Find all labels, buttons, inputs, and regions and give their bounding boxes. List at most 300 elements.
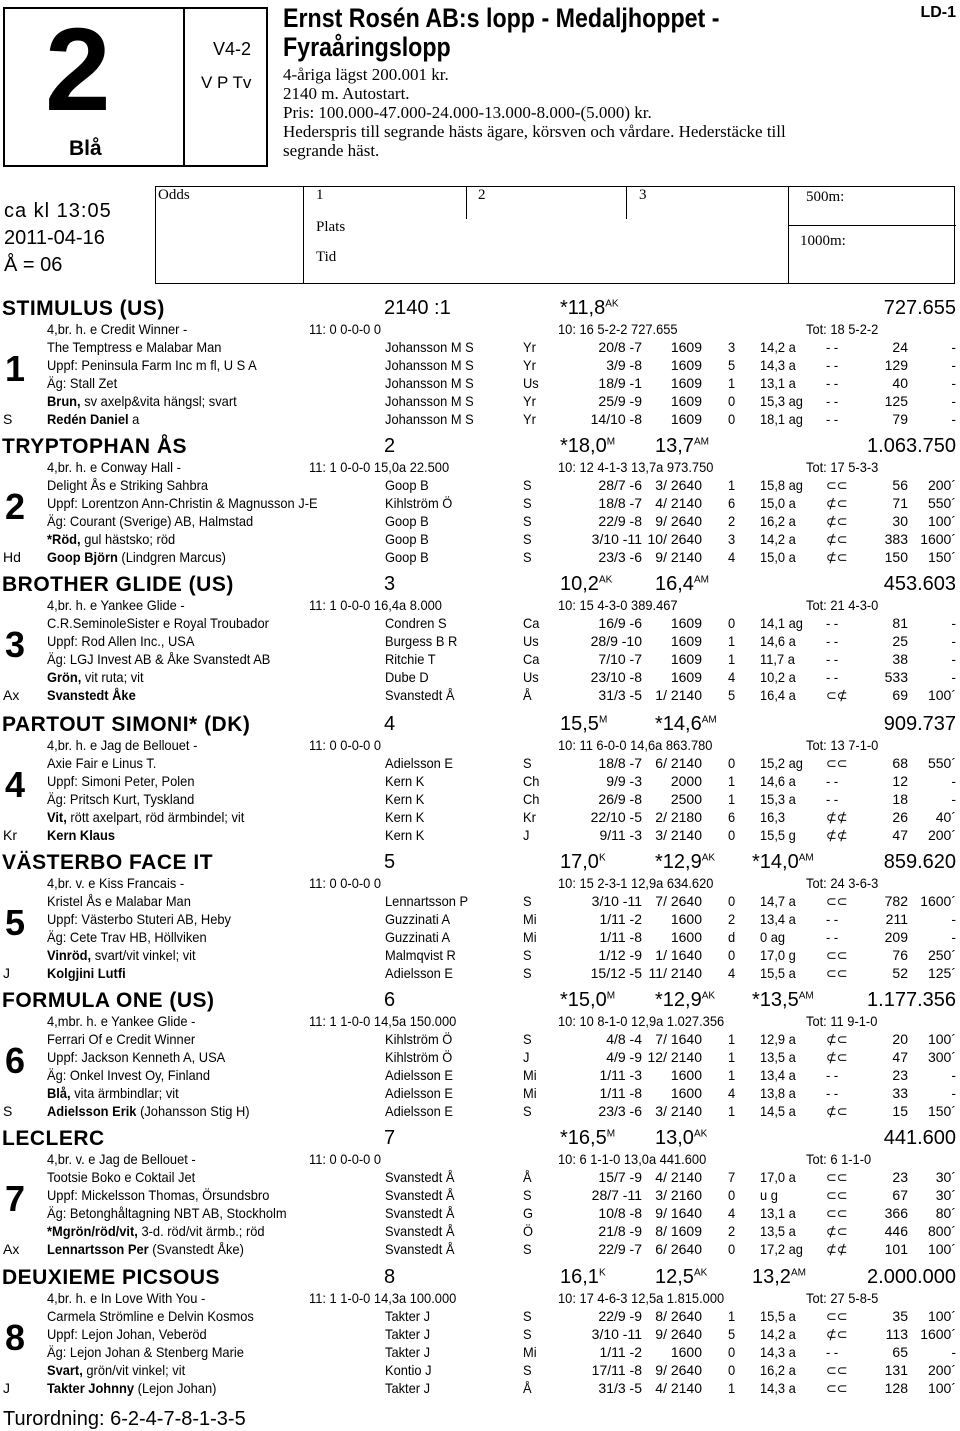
horse-name: STIMULUS (US)	[2, 297, 165, 320]
race-prize: 40´	[935, 809, 956, 825]
race-time: u g	[760, 1187, 778, 1203]
stat-2010: 10: 15 2-3-1 12,9a 634.620	[558, 875, 714, 891]
bold-text: *Mgrön/röd/vit,	[47, 1223, 138, 1239]
horse-name: FORMULA ONE (US)	[2, 989, 215, 1012]
stat-total: Tot: 11 9-1-0	[806, 1013, 878, 1029]
race-odds: 131	[884, 1362, 908, 1378]
line-text: (Lejon Johan)	[134, 1380, 217, 1396]
pedigree-line	[47, 827, 115, 843]
race-odds: 12	[892, 773, 908, 789]
pedigree-line	[47, 393, 237, 409]
record-type: M	[606, 990, 616, 1002]
race-shoes: - -	[826, 615, 839, 631]
odds-box-divider	[788, 187, 789, 283]
line-text: The Temptress e Malabar Man	[47, 339, 222, 355]
line-text: Uppf: Lorentzon Ann-Christin & Magnusson J-E	[47, 495, 318, 511]
race-date: 15/12 -5	[590, 965, 642, 981]
race-track: Yr	[523, 357, 536, 373]
record-type: K	[598, 1267, 606, 1279]
horse-info: 4,br. v. e Kiss Francais -	[47, 875, 185, 891]
line-text: Uppf: Jackson Kenneth A, USA	[47, 1049, 226, 1065]
stat-total: Tot: 18 5-2-2	[806, 321, 879, 337]
race-date: 10/8 -8	[598, 1205, 642, 1221]
race-time: 17,0 g	[760, 947, 796, 963]
race-distance: 8/ 2640	[655, 1308, 702, 1324]
record-time	[560, 297, 619, 320]
race-shoes: ⊄⊂	[826, 1103, 848, 1119]
horse-info: 4,mbr. h. e Yankee Glide -	[47, 1013, 196, 1029]
race-time: 15,2 ag	[760, 755, 803, 771]
line-text: vit ruta; vit	[81, 669, 144, 685]
line-text: (Svanstedt Åke)	[148, 1241, 244, 1257]
line-text: vita ärmbindlar; vit	[70, 1085, 179, 1101]
line-text: grön/vit vinkel; vit	[82, 1362, 186, 1378]
condition-line: 2140 m. Autostart.	[283, 84, 410, 103]
race-driver: Svanstedt Å	[385, 1187, 455, 1203]
race-place: 0	[728, 947, 736, 963]
stat-2010: 10: 17 4-6-3 12,5a 1.815.000	[558, 1290, 725, 1306]
race-time: 14,3 a	[760, 357, 796, 373]
race-date: 22/9 -9	[598, 1308, 642, 1324]
distance-track: 8	[384, 1266, 396, 1288]
race-time: 14,6 a	[760, 773, 796, 789]
record-time	[752, 1266, 806, 1289]
start-number: 6	[5, 1040, 26, 1081]
record-value: *13,5	[752, 989, 799, 1011]
pedigree-line	[47, 929, 207, 945]
pedigree-line	[47, 1308, 254, 1324]
race-shoes: ⊂⊂	[826, 1187, 848, 1203]
race-distance: 2000	[670, 773, 702, 789]
horse-info: 4,br. h. e In Love With You -	[47, 1290, 206, 1306]
record-type: AM	[798, 990, 814, 1002]
record-value: 13,0	[655, 1127, 694, 1149]
race-shoes: ⊄⊂	[826, 513, 848, 529]
race-driver: Kern K	[385, 773, 425, 789]
bold-text: Takter Johnny	[47, 1380, 135, 1396]
race-distance: 3/ 2160	[655, 1187, 702, 1203]
race-distance: 11/ 2140	[648, 965, 702, 981]
race-track: S	[523, 549, 532, 565]
race-time: 13,5 a	[760, 1223, 796, 1239]
race-time: 14,5 a	[760, 1103, 796, 1119]
race-time: 16,2 a	[760, 513, 796, 529]
race-odds: 79	[892, 411, 908, 427]
pedigree-line	[47, 633, 194, 649]
race-track: J	[523, 1049, 530, 1065]
race-track: S	[523, 1241, 532, 1257]
race-odds: 24	[892, 339, 908, 355]
race-date: 3/10 -11	[591, 893, 642, 909]
race-shoes: ⊂⊂	[826, 1380, 848, 1396]
record-value: *11,8	[560, 297, 606, 319]
race-shoes: - -	[826, 1344, 839, 1360]
race-track: S	[523, 477, 532, 493]
race-track: Mi	[523, 1344, 537, 1360]
race-place: 0	[728, 411, 736, 427]
driver-category: Kr	[3, 827, 17, 843]
race-date: 1/11 -3	[599, 1067, 642, 1083]
race-date: 9/11 -3	[599, 827, 642, 843]
start-number: 4	[5, 764, 26, 805]
race-prize: 100´	[927, 1031, 956, 1047]
race-distance: 1600	[670, 1067, 702, 1083]
line-text: Äg: LGJ Invest AB & Åke Svanstedt AB	[47, 651, 271, 667]
race-place: 0	[728, 1187, 736, 1203]
race-place: 4	[728, 549, 736, 565]
race-date: 17/11 -8	[591, 1362, 642, 1378]
race-shoes: ⊂⊂	[826, 1362, 848, 1378]
race-prize: -	[951, 1344, 956, 1360]
race-place: 0	[728, 755, 736, 771]
race-track: Å	[523, 687, 532, 703]
race-track: Å	[523, 1169, 532, 1185]
race-driver: Johansson M S	[385, 411, 474, 427]
race-time: 14,2 a	[760, 1326, 796, 1342]
race-track: Mi	[523, 1085, 537, 1101]
race-prize: 150´	[927, 1103, 956, 1119]
race-date: 3/9 -8	[606, 357, 642, 373]
race-time: 13,4 a	[760, 911, 796, 927]
stat-2011: 11: 1 0-0-0 16,4a 8.000	[309, 597, 442, 613]
race-place: 1	[728, 791, 736, 807]
race-time: 17,2 ag	[760, 1241, 803, 1257]
pedigree-line	[47, 893, 191, 909]
race-date: 20/8 -7	[598, 339, 642, 355]
race-place: 1	[728, 477, 736, 493]
race-track: S	[523, 495, 532, 511]
plats-label: Plats	[316, 219, 346, 235]
race-track: S	[523, 513, 532, 529]
race-odds: 52	[892, 965, 908, 981]
bet-types-secondary: V P Tv	[201, 73, 252, 92]
race-distance: 4/ 2140	[655, 1169, 702, 1185]
race-shoes: ⊄⊄	[826, 827, 848, 843]
record-type: AM	[790, 1267, 806, 1279]
race-shoes: ⊄⊂	[826, 495, 848, 511]
bold-text: Svanstedt Åke	[47, 687, 136, 703]
pedigree-line	[47, 1103, 250, 1119]
record-type: M	[606, 1128, 616, 1140]
race-odds: 65	[892, 1344, 908, 1360]
race-track: S	[523, 947, 532, 963]
race-track: Ch	[523, 791, 540, 807]
race-prize: -	[951, 393, 956, 409]
race-place: 1	[728, 651, 736, 667]
race-driver: Svanstedt Å	[385, 1205, 455, 1221]
race-driver: Dube D	[385, 669, 429, 685]
race-place: 6	[728, 495, 736, 511]
race-driver: Johansson M S	[385, 393, 474, 409]
race-date: 23/3 -6	[598, 1103, 642, 1119]
record-time	[655, 713, 717, 736]
race-odds: 533	[884, 669, 908, 685]
odds-box	[155, 186, 955, 284]
race-date: 18/8 -7	[598, 495, 642, 511]
race-odds: 30	[892, 513, 908, 529]
race-distance: 1/ 2140	[655, 687, 702, 703]
race-odds: 71	[892, 495, 908, 511]
race-driver: Takter J	[385, 1308, 431, 1324]
race-prize: -	[951, 339, 956, 355]
record-time	[655, 573, 709, 596]
race-distance: 1600	[670, 1344, 702, 1360]
record-time	[560, 1127, 615, 1150]
pedigree-line	[47, 1241, 244, 1257]
race-place: 4	[728, 1085, 736, 1101]
race-driver: Johansson M S	[385, 375, 474, 391]
race-driver: Lennartsson P	[385, 893, 469, 909]
race-track: S	[523, 965, 532, 981]
race-place: 1	[728, 773, 736, 789]
race-odds: 128	[884, 1380, 908, 1396]
record-value: 16,1	[560, 1266, 599, 1288]
race-time: 13,1 a	[760, 375, 796, 391]
record-type: AK	[693, 1267, 708, 1279]
race-place: 1	[728, 1049, 736, 1065]
race-distance: 1609	[670, 357, 702, 373]
line-text: Axie Fair e Linus T.	[47, 755, 157, 771]
stat-2011: 11: 0 0-0-0 0	[309, 321, 382, 337]
race-time: 14,2 a	[760, 531, 796, 547]
race-driver: Adielsson E	[385, 1085, 454, 1101]
1000m-label: 1000m:	[800, 233, 846, 249]
race-track: Mi	[523, 929, 537, 945]
line-text: Carmela Strömline e Delvin Kosmos	[47, 1308, 254, 1324]
line-text: Delight Ås e Striking Sahbra	[47, 477, 209, 493]
record-type: K	[598, 852, 606, 864]
condition-line: segrande häst.	[283, 141, 380, 160]
race-odds: 40	[892, 375, 908, 391]
odds-label: Odds	[158, 187, 190, 203]
race-place: 1	[728, 1380, 736, 1396]
race-prize: 80´	[935, 1205, 956, 1221]
pedigree-line	[47, 755, 156, 771]
record-type: AM	[693, 436, 709, 448]
race-time: 15,8 ag	[760, 477, 803, 493]
race-shoes: - -	[826, 375, 839, 391]
race-time: 14,6 a	[760, 633, 796, 649]
race-driver: Adielsson E	[385, 1103, 454, 1119]
stat-2010: 10: 11 6-0-0 14,6a 863.780	[558, 737, 713, 753]
race-time: 0 ag	[760, 929, 786, 945]
total-earnings: 727.655	[883, 297, 956, 319]
race-track: Mi	[523, 1067, 537, 1083]
race-date: 18/8 -7	[598, 755, 642, 771]
race-time: 18,1 ag	[760, 411, 803, 427]
pedigree-line	[47, 947, 196, 963]
race-prize: 250´	[927, 947, 956, 963]
race-prize: -	[951, 615, 956, 631]
race-driver: Guzzinati A	[385, 929, 451, 945]
record-value: *16,5	[560, 1127, 607, 1149]
race-date: 16/9 -6	[598, 615, 642, 631]
condition-line: 4-åriga lägst 200.001 kr.	[283, 65, 449, 84]
race-time: 14,3 a	[760, 1380, 796, 1396]
total-earnings: 441.600	[883, 1127, 956, 1149]
race-track: S	[523, 1362, 532, 1378]
race-shoes: - -	[826, 411, 839, 427]
line-text: Äg: Onkel Invest Oy, Finland	[47, 1067, 210, 1083]
pedigree-line	[47, 809, 244, 825]
race-driver: Johansson M S	[385, 357, 474, 373]
race-date: 23/10 -8	[590, 669, 642, 685]
race-driver: Svanstedt Å	[385, 1169, 455, 1185]
race-time: 14,2 a	[760, 339, 796, 355]
race-track: S	[523, 1326, 532, 1342]
race-distance: 1609	[670, 651, 702, 667]
race-odds: 383	[884, 531, 908, 547]
500m-label: 500m:	[806, 189, 845, 205]
pedigree-line	[47, 495, 318, 511]
odds-box-divider	[466, 187, 467, 219]
pedigree-line	[47, 911, 231, 927]
record-time	[655, 1266, 707, 1289]
race-odds: 35	[892, 1308, 908, 1324]
race-date: 14/10 -8	[590, 411, 642, 427]
pedigree-line	[47, 1031, 195, 1047]
line-text: (Johansson Stig H)	[136, 1103, 250, 1119]
race-shoes: - -	[826, 357, 839, 373]
race-distance: 3/ 2640	[655, 477, 702, 493]
race-distance: 1/ 1640	[655, 947, 702, 963]
race-track: Mi	[523, 911, 537, 927]
record-value: *15,0	[560, 989, 607, 1011]
start-number: 3	[5, 624, 26, 665]
race-track: Ch	[523, 773, 540, 789]
race-shoes: ⊄⊂	[826, 1326, 848, 1342]
race-distance: 6/ 2140	[655, 755, 702, 771]
distance-track: 2140 :1	[384, 297, 451, 319]
line-text: Uppf: Mickelsson Thomas, Örsundsbro	[47, 1187, 270, 1203]
race-odds: 446	[884, 1223, 908, 1239]
race-odds: 150	[884, 549, 908, 565]
race-distance: 1609	[670, 669, 702, 685]
stat-2011: 11: 1 1-0-0 14,5a 150.000	[309, 1013, 457, 1029]
driver-category: S	[3, 1103, 13, 1119]
race-place: d	[728, 929, 736, 945]
race-time: 17,0 a	[760, 1169, 796, 1185]
pedigree-line	[47, 1067, 210, 1083]
race-track: S	[523, 1031, 532, 1047]
race-driver: Burgess B R	[385, 633, 458, 649]
race-date: 1/12 -9	[598, 947, 642, 963]
line-text: Äg: Betonghåltagning NBT AB, Stockholm	[47, 1205, 287, 1221]
line-text: Uppf: Rod Allen Inc., USA	[47, 633, 195, 649]
record-value: *18,0	[560, 435, 607, 457]
race-date: 1/11 -8	[599, 1085, 642, 1101]
race-shoes: ⊂⊂	[826, 965, 848, 981]
race-prize: 550´	[927, 755, 956, 771]
race-track: Ca	[523, 615, 540, 631]
race-prize: -	[951, 375, 956, 391]
race-date: 18/9 -1	[598, 375, 642, 391]
race-driver: Kern K	[385, 791, 425, 807]
horse-info: 4,br. h. e Yankee Glide -	[47, 597, 185, 613]
race-odds: 47	[892, 1049, 908, 1065]
race-track: Us	[523, 669, 539, 685]
race-distance: 1609	[670, 633, 702, 649]
distance-track: 5	[384, 851, 396, 873]
track-code: Å = 06	[4, 254, 63, 276]
race-odds: 101	[884, 1241, 908, 1257]
race-driver: Ritchie T	[385, 651, 436, 667]
race-prize: 100´	[927, 1380, 956, 1396]
odds-col1: 1	[316, 187, 324, 203]
race-shoes: ⊂⊂	[826, 893, 848, 909]
bold-text: Svart,	[47, 1362, 83, 1378]
race-date: 28/7 -11	[591, 1187, 642, 1203]
race-place: 1	[728, 633, 736, 649]
record-time	[560, 989, 615, 1012]
pedigree-line	[47, 1049, 225, 1065]
pedigree-line	[47, 531, 175, 547]
race-track: S	[523, 1103, 532, 1119]
race-place: 4	[728, 669, 736, 685]
race-shoes: - -	[826, 791, 839, 807]
race-time: 15,0 a	[760, 549, 796, 565]
race-place: 1	[728, 1308, 736, 1324]
record-type: M	[598, 714, 608, 726]
record-time	[560, 851, 606, 874]
race-shoes: ⊂⊂	[826, 1308, 848, 1324]
record-value: *14,6	[655, 713, 702, 735]
race-odds: 23	[892, 1067, 908, 1083]
line-text: Tootsie Boko e Coktail Jet	[47, 1169, 196, 1185]
race-place: 0	[728, 1362, 736, 1378]
pedigree-line	[47, 339, 221, 355]
pedigree-line	[47, 669, 144, 685]
record-time	[560, 713, 607, 736]
condition-line: Hederspris till segrande hästs ägare, körsven och vårdare. Hederstäcke till	[283, 122, 786, 141]
record-time	[752, 989, 814, 1012]
race-shoes: - -	[826, 929, 839, 945]
race-title-line2: Fyraåringslopp	[283, 32, 451, 62]
horse-info: 4,br. h. e Jag de Bellouet -	[47, 737, 198, 753]
race-place: 1	[728, 1103, 736, 1119]
race-time: 13,5 a	[760, 1049, 796, 1065]
race-distance: 9/ 2640	[655, 513, 702, 529]
total-earnings: 2.000.000	[867, 1266, 956, 1288]
record-value: *14,0	[752, 851, 799, 873]
race-date: 1/11 -2	[599, 1344, 642, 1360]
line-text: svart/vit vinkel; vit	[91, 947, 196, 963]
total-earnings: 1.177.356	[867, 989, 956, 1011]
race-driver: Takter J	[385, 1326, 431, 1342]
pedigree-line	[47, 1205, 287, 1221]
race-odds: 23	[892, 1169, 908, 1185]
race-track: Us	[523, 375, 539, 391]
pedigree-line	[47, 965, 126, 981]
line-text: Uppf: Peninsula Farm Inc m fl, U S A	[47, 357, 257, 373]
race-date: 22/10 -5	[590, 809, 642, 825]
race-time: 13,1 a	[760, 1205, 796, 1221]
race-distance: 1600	[670, 1085, 702, 1101]
start-number: 7	[5, 1178, 26, 1219]
stat-2011: 11: 1 0-0-0 15,0a 22.500	[309, 459, 450, 475]
race-time: 14,7 a	[760, 893, 796, 909]
race-distance: 1609	[670, 393, 702, 409]
record-type: AK	[605, 298, 619, 310]
race-prize: -	[951, 669, 956, 685]
stat-total: Tot: 24 3-6-3	[806, 875, 879, 891]
race-conditions	[283, 65, 948, 160]
race-prize: 200´	[927, 1362, 956, 1378]
driver-category: Hd	[3, 549, 21, 565]
bold-text: Blå,	[47, 1085, 71, 1101]
race-prize: 100´	[927, 513, 956, 529]
race-odds: 129	[884, 357, 908, 373]
